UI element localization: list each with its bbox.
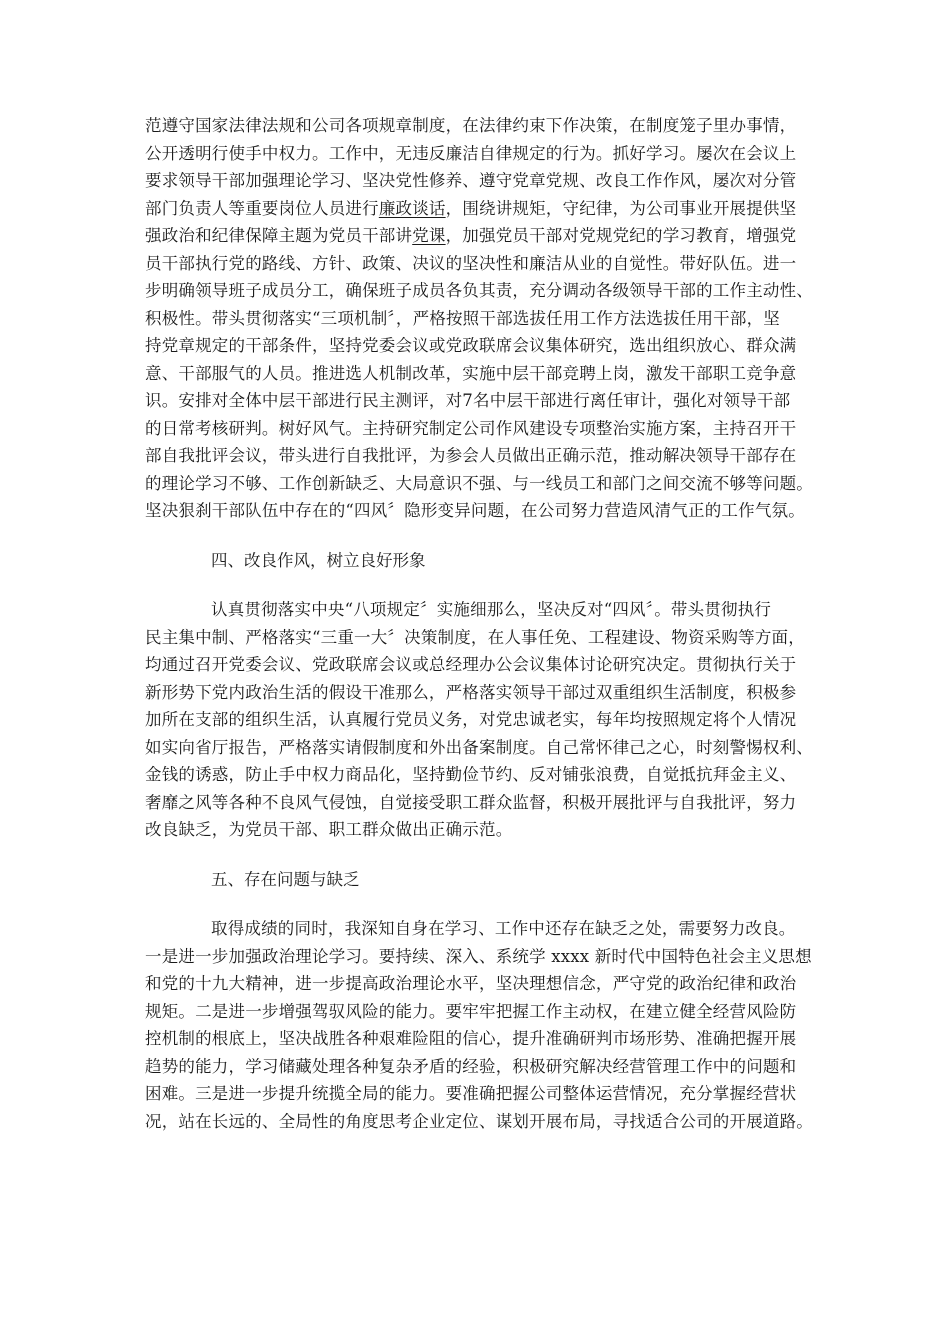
text-line: 公开透明行使手中权力。工作中，无违反廉洁自律规定的行为。抓好学习。屡次在会议上 xyxy=(145,143,797,163)
text-line: 范遵守国家法律法规和公司各项规章制度，在法律约束下作决策，在制度笼子里办事情， xyxy=(145,116,797,135)
link-dangke[interactable]: 党课 xyxy=(412,226,446,245)
text-line: 坚决狠刹干部队伍中存在的“四风〞隐形变异问题，在公司努力营造风清气正的工作气氛。 xyxy=(145,501,805,520)
text-line: 强政治和纪律保障主题为党员干部讲党课，加强党员干部对党规党纪的学习教育，增强党 xyxy=(145,226,797,245)
text-line: 况，站在长远的、全局性的角度思考企业定位、谋划开展布局，寻找适合公司的开展道路。 xyxy=(145,1111,813,1131)
text-line: 的理论学习不够、工作创新缺乏、大局意识不强、与一线员工和部门之间交流不够等问题。 xyxy=(145,473,813,493)
spacer xyxy=(145,893,815,915)
text-line: 认真贯彻落实中央“八项规定〞实施细那么，坚决反对“四风〞。带头贯彻执行 xyxy=(211,600,772,619)
text-line: 的日常考核研判。树好风气。主持研究制定公司作风建设专项整治实施方案，主持召开干 xyxy=(145,418,797,438)
text-line: 均通过召开党委会议、党政联席会议或总经理办公会议集体讨论研究决定。贯彻执行关于 xyxy=(145,655,797,674)
text-line: 一是进一步加强政治理论学习。要持续、深入、系统学 xxxx 新时代中国特色社会主义思想 xyxy=(145,946,812,966)
paragraph-problems xyxy=(145,915,815,1135)
text-line: 加所在支部的组织生活，认真履行党员义务，对党忠诚老实，每年均按照规定将个人情况 xyxy=(145,710,797,729)
text-line: 部自我批评会议，带头进行自我批评，为参会人员做出正确示范，推动解决领导干部存在 xyxy=(145,446,797,465)
text-line: 金钱的诱惑，防止手中权力商品化，坚持勤俭节约、反对铺张浪费，自觉抵抗拜金主义、 xyxy=(145,765,797,784)
text-line: 积极性。带头贯彻落实“三项机制〞，严格按照干部选拔任用工作方法选拔任用干部，坚 xyxy=(145,308,780,328)
text-line: 民主集中制、严格落实“三重一大〞决策制度，在人事任免、工程建设、物资采购等方面， xyxy=(145,627,805,647)
text-line: 困难。三是进一步提升统揽全局的能力。要准确把握公司整体运营情况，充分掌握经营状 xyxy=(145,1084,797,1103)
text-line: 意、干部服气的人员。推进选人机制改革，实施中层干部竞聘上岗，激发干部职工竞争意 xyxy=(145,363,797,383)
section-heading-4: 四、改良作风，树立良好形象 xyxy=(211,550,426,570)
spacer xyxy=(145,574,815,596)
text-line: 改良缺乏，为党员干部、职工群众做出正确示范。 xyxy=(145,820,513,839)
text-line: 新形势下党内政治生活的假设干准那么，严格落实领导干部过双重组织生活制度，积极参 xyxy=(145,682,797,702)
spacer xyxy=(145,844,815,866)
text-line: 取得成绩的同时，我深知自身在学习、工作中还存在缺乏之处，需要努力改良。 xyxy=(211,919,796,938)
text-line: 控机制的根底上，坚决战胜各种艰难险阻的信心，提升准确研判市场形势、准确把握开展 xyxy=(145,1029,797,1048)
text-line: 持党章规定的干部条件，坚持党委会议或党政联席会议集体研究，选出组织放心、群众满 xyxy=(145,336,797,355)
text-line: 如实向省厅报告，严格落实请假制度和外出备案制度。自己常怀律己之心，时刻警惕权利、 xyxy=(145,737,813,757)
text-line: 规矩。二是进一步增强驾驭风险的能力。要牢牢把握工作主动权，在建立健全经营风险防 xyxy=(145,1001,797,1021)
section-heading-5: 五、存在问题与缺乏 xyxy=(211,869,360,889)
text-line: 和党的十九大精神，进一步提高政治理论水平，坚决理想信念，严守党的政治纪律和政治 xyxy=(145,974,797,993)
paragraph-leadership-discipline xyxy=(145,112,815,525)
text-line: 员干部执行党的路线、方针、政策、决议的坚决性和廉洁从业的自觉性。带好队伍。进一 xyxy=(145,253,797,273)
text-line: 要求领导干部加强理论学习、坚决党性修养、遵守党章党规、改良工作作风，屡次对分管 xyxy=(145,171,797,190)
text-line: 奢靡之风等各种不良风气侵蚀，自觉接受职工群众监督，积极开展批评与自我批评，努力 xyxy=(145,792,797,812)
text-line: 趋势的能力，学习储藏处理各种复杂矛盾的经验，积极研究解决经营管理工作中的问题和 xyxy=(145,1056,797,1076)
document-page xyxy=(145,112,815,1135)
spacer xyxy=(145,525,815,547)
paragraph-improve-style xyxy=(145,596,815,844)
text-line: 步明确领导班子成员分工，确保班子成员各负其责，充分调动各级领导干部的工作主动性、 xyxy=(145,281,813,300)
text-line: 识。安排对全体中层干部进行民主测评，对7名中层干部进行离任审计，强化对领导干部 xyxy=(145,391,791,410)
text-line: 部门负责人等重要岗位人员进行廉政谈话，围绕讲规矩，守纪律，为公司事业开展提供坚 xyxy=(145,198,797,218)
link-lianzheng-tanhua[interactable]: 廉政谈话 xyxy=(378,198,446,218)
